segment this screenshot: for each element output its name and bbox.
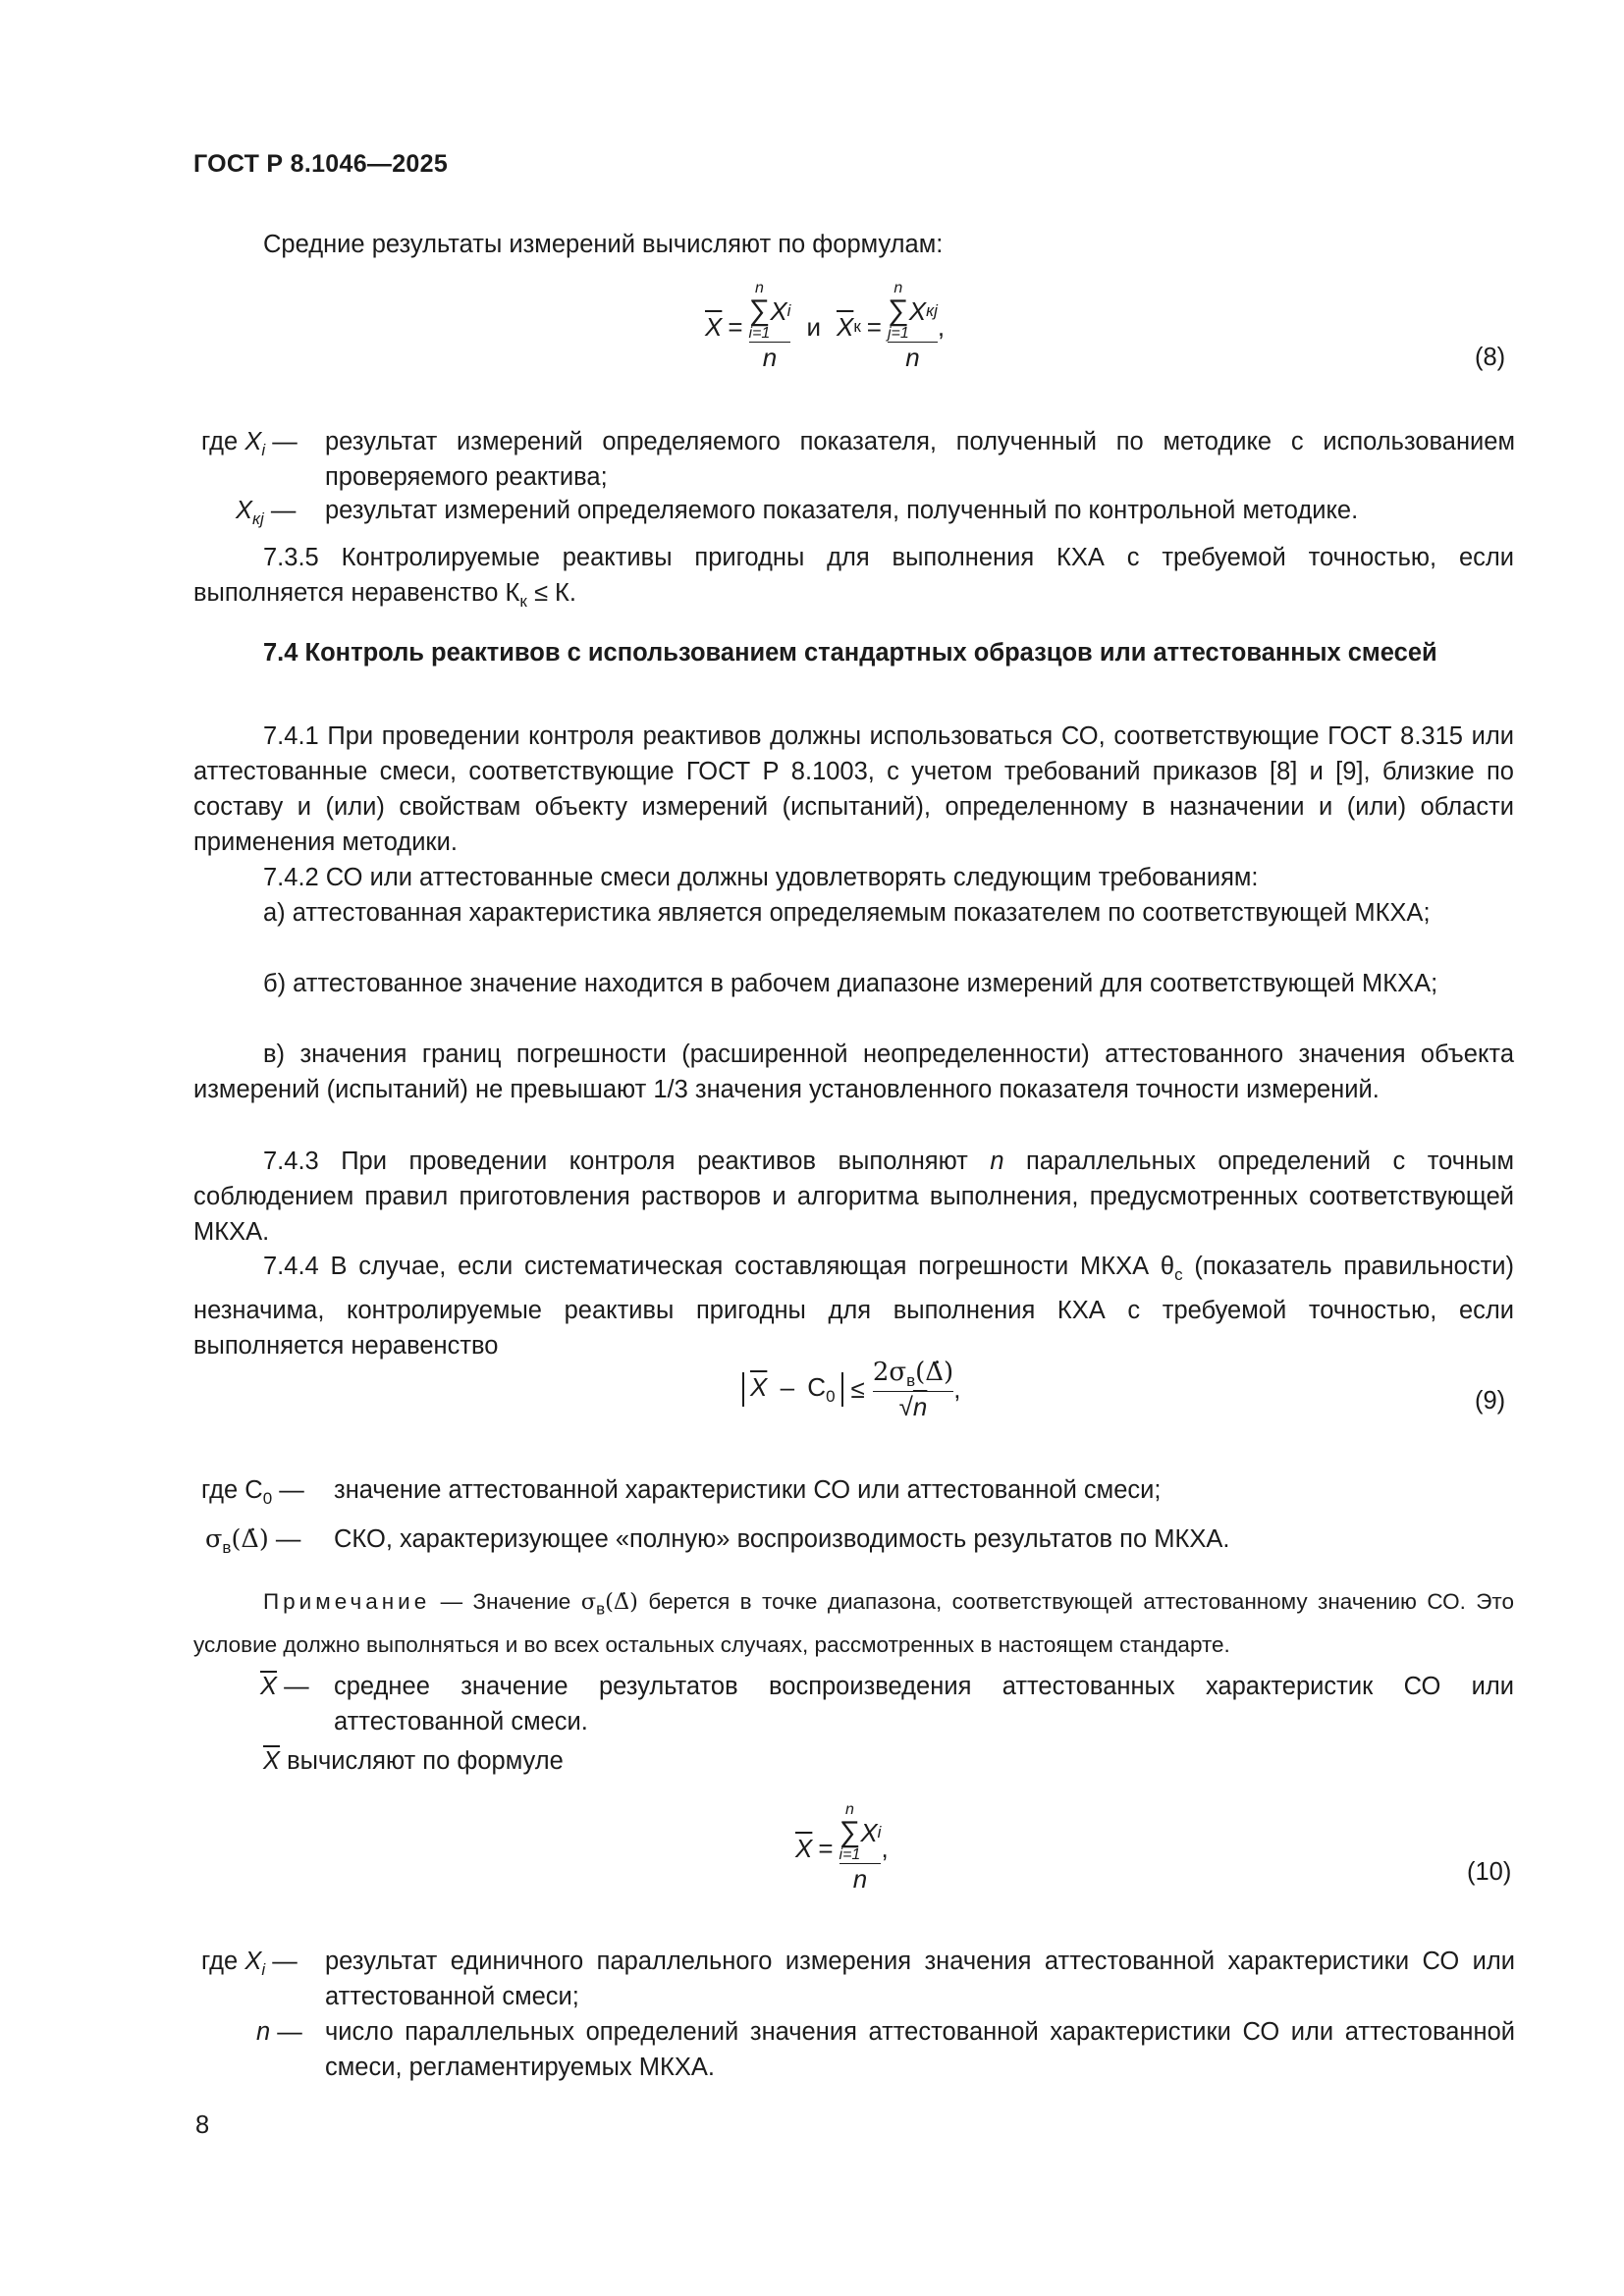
def-term: $\sigma_в(\Deltȧ)$ — [205, 1524, 301, 1558]
paragraph-7-4-2: 7.4.2 СО или аттестованные смеси должны удовлетворять следующим требованиям: [263, 864, 1259, 891]
paragraph-means-intro: Средние результаты измерений вычисляют по формулам: [263, 231, 944, 258]
formula-8-number: (8) [1475, 344, 1506, 371]
paragraph-7-4-4: 7.4.4 В случае, если систематическая составляющая погрешности МКХА $\theta_с$ (показатель правильности) незначима, контролируемые реактивы пригодны для выполнения КХА с требуемой точностью, если выполняется неравенство [193, 1253, 1514, 1361]
formula-8-conj: и [806, 311, 821, 342]
formula-9: $\overline{X} - С_0$ ≤ $\frac{2\sigma_в(\Deltȧ)}{√n}$ , [742, 1357, 960, 1422]
def-desc: СКО, характеризующее «полную» воспроизводимость результатов по МКХА. [334, 1525, 1230, 1553]
def-desc: результат измерений определяемого показателя, полученный по контрольной методике. [325, 497, 1359, 524]
formula-8-lhs1: $\overline{X}$ [705, 311, 723, 342]
formula-10-number: (10) [1467, 1858, 1512, 1886]
paragraph-xbar-formula: $\overline{X}$ вычисляют по формуле [263, 1747, 564, 1775]
formula-9-number: (9) [1475, 1387, 1506, 1415]
page-number: 8 [195, 2111, 210, 2139]
def-term: где $X_i$ — [201, 1948, 298, 1980]
def-term: где $С_0$ — [201, 1476, 304, 1509]
formula-9-le: ≤ [850, 1374, 865, 1405]
def-term: n — [256, 2018, 302, 2046]
section-heading-7-4: 7.4 Контроль реактивов с использованием стандартных образцов или аттестованных смесей [263, 639, 1437, 667]
def-desc: результат измерений определяемого показателя, полученный по методике с использованием проверяемого реактива; [325, 428, 1515, 491]
def-desc: значение аттестованной характеристики СО или аттестованной смеси; [334, 1476, 1162, 1504]
note: Примечание — Значение $\sigma_в(\Deltȧ)$ берется в точке диапазона, соответствующей аттестованному значению СО. Это условие должно выполняться и во всех остальных случаях, рассмотренных в настоящем стандарте. [193, 1589, 1514, 1657]
formula-9-abs: $\overline{X} - С_0$ [742, 1372, 843, 1407]
formula-10-sum: n ∑ i=1 [839, 1801, 861, 1863]
formula-8-frac2: n ∑ j=1 X кj n [887, 280, 938, 372]
def-desc: число параллельных определений значения аттестованной характеристики СО или аттестованной смеси, регламентируемых МКХА. [325, 2018, 1515, 2081]
def-desc: среднее значение результатов воспроизведения аттестованных характеристик СО или аттестованной смеси. [334, 1673, 1514, 1735]
paragraph-7-4-3: 7.4.3 При проведении контроля реактивов выполняют n параллельных определений с точным соблюдением правил приготовления растворов и алгоритма выполнения, предусмотренных соответствующей МКХА. [193, 1148, 1514, 1246]
formula-8-sum2: n ∑ j=1 [887, 280, 909, 342]
def-desc: результат единичного параллельного измерения значения аттестованной характеристики СО или аттестованной смеси; [325, 1948, 1515, 2010]
formula-8-frac1: n ∑ i=1 X i n [748, 280, 791, 372]
formula-10-frac: n ∑ i=1 X i n [839, 1801, 882, 1894]
formula-8-eq1: = [728, 311, 743, 342]
list-item-c: в) значения границ погрешности (расширенной неопределенности) аттестованного значения объекта измерений (испытаний) не превышают 1/3 значения установленного показателя точности измерений. [193, 1041, 1514, 1103]
paragraph-7-3-5: 7.3.5 Контролируемые реактивы пригодны для выполнения КХА с требуемой точностью, если выполняется неравенство $К_к \le К$. [193, 544, 1514, 612]
formula-8: $\overline{X}$ = n ∑ i=1 X i n и $\overline{X}$ к = n ∑ j=1 X кj n , [705, 280, 946, 372]
list-item-a: а) аттестованная характеристика является определяемым показателем по соответствующей МКХА; [263, 899, 1431, 927]
document-header: ГОСТ Р 8.1046—2025 [193, 150, 449, 178]
def-term: $X_{кj}$ — [236, 497, 297, 529]
formula-10: $\overline{X}$ = n ∑ i=1 X i n , [795, 1801, 889, 1894]
paragraph-7-4-1: 7.4.1 При проведении контроля реактивов должны использоваться СО, соответствующие ГОСТ 8.315 или аттестованные смеси, соответствующие ГОСТ Р 8.1003, с учетом требований приказов [8] и [9], близкие по составу и (или) свойствам объекту измерений (испытаний), определенному в назначении и (или) области применения методики. [193, 722, 1514, 856]
formula-8-sum1: n ∑ i=1 [748, 280, 771, 342]
formula-9-frac: $\frac{2\sigma_в(\Deltȧ)}{√n}$ [872, 1358, 954, 1422]
def-term: где $X_i$ — [201, 428, 298, 460]
formula-8-lhs2: $\overline{X}$ [836, 311, 854, 342]
def-term: $\overline{X}$ — [260, 1673, 309, 1700]
list-item-b: б) аттестованное значение находится в рабочем диапазоне измерений для соответствующей МКХА; [263, 970, 1438, 997]
